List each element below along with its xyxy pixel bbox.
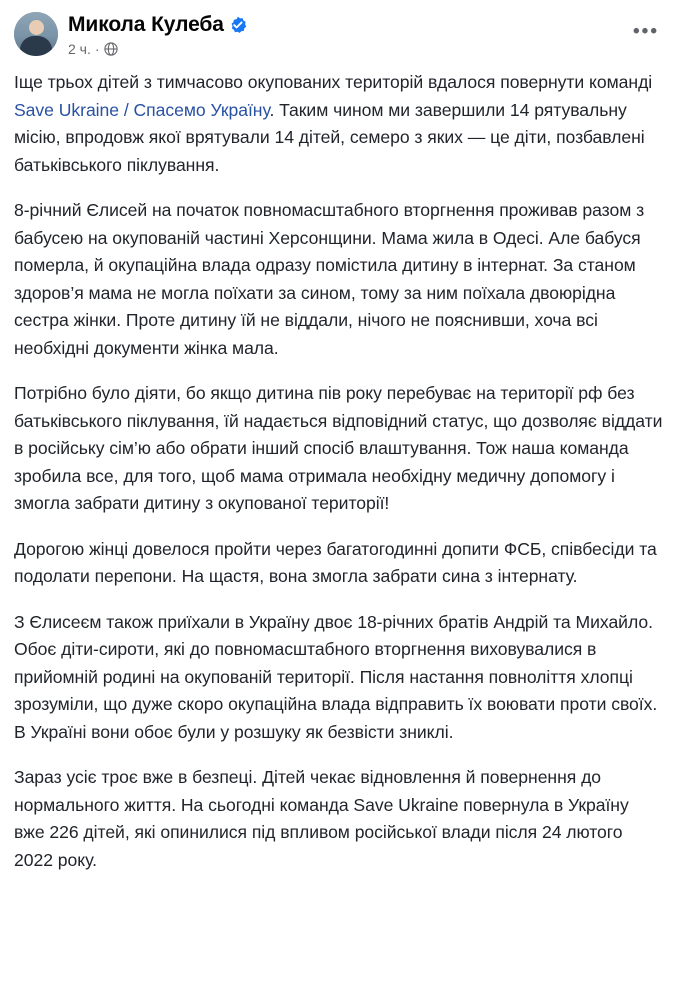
post-paragraph-5: З Єлисеєм також приїхали в Україну двоє 18-річних братів Андрій та Михайло. Обоє діти-сироти, які до повномасштабного вторгнення виховувалися в прийомній родині на окупованій території. Після настання повноліття хлопці зрозуміли, що дуже скоро окупаційна влада відправить їх воювати проти своїх. В Україні вони обоє були у розшуку як безвісти зниклі. <box>14 611 658 742</box>
post-header-text <box>68 12 628 57</box>
post-header <box>0 0 678 61</box>
avatar[interactable] <box>14 12 58 56</box>
meta-separator: · <box>94 41 100 57</box>
post-paragraph-1 <box>14 69 664 179</box>
post-meta <box>68 41 628 57</box>
post-message <box>0 61 678 874</box>
post-paragraph-4: Дорогою жінці довелося пройти через багатогодинні допити ФСБ, співбесіди та подолати перепони. На щастя, вона змогла забрати сина з інтернату. <box>14 538 657 586</box>
post-paragraph-6: Зараз усіє троє вже в безпеці. Дітей чекає відновлення й повернення до нормального життя. На сьогодні команда Save Ukraine повернула в Україну вже 226 дітей, які опинилися під впливом російської влади після 24 лютого 2022 року. <box>14 767 629 870</box>
post-paragraph-3: Потрібно було діяти, бо якщо дитина пів року перебуває на території рф без батьківського піклування, їй надається відповідний статус, що дозволяє віддати в російську сім’ю або обрати інший спосіб влаштування. Тож наша команда зробила все, для того, щоб мама отримала необхідну медичну допомогу і змогла забрати дитину з окупованої території! <box>14 383 663 513</box>
paragraph-1-text-start: Іще трьох дітей з тимчасово окупованих територій вдалося повернути команді <box>14 72 653 92</box>
verified-badge-icon <box>229 16 247 34</box>
post-timestamp[interactable]: 2 ч. <box>68 41 91 57</box>
ellipsis-icon[interactable] <box>628 14 664 50</box>
ellipsis-glyph: ••• <box>633 21 659 42</box>
avatar-body <box>20 36 52 56</box>
avatar-head <box>29 20 44 35</box>
save-ukraine-link[interactable]: Save Ukraine / Спасемо Україну <box>14 99 270 120</box>
globe-icon[interactable] <box>104 42 118 56</box>
author-name[interactable]: Микола Кулеба <box>68 13 224 36</box>
paragraph-1-text-end: . Таким чином ми завершили 14 рятувальну місію, впродовж якої врятували 14 дітей, семеро з яких — це діти, позбавлені батьківського піклування. <box>14 99 645 175</box>
author-row <box>68 13 628 37</box>
post-paragraph-2: 8-річний Єлисей на початок повномасштабного вторгнення проживав разом з бабусею на окупованій частині Херсонщини. Мама жила в Одесі. Але бабуся померла, й окупаційна влада одразу помістила дитину в інтернат. За станом здоров’я мама не могла поїхати за сином, тому за ним поїхала двоюрідна сестра жінки. Проте дитину їй не віддали, нічого не пояснивши, хоча всі необхідні документи жінка мала. <box>14 200 645 358</box>
